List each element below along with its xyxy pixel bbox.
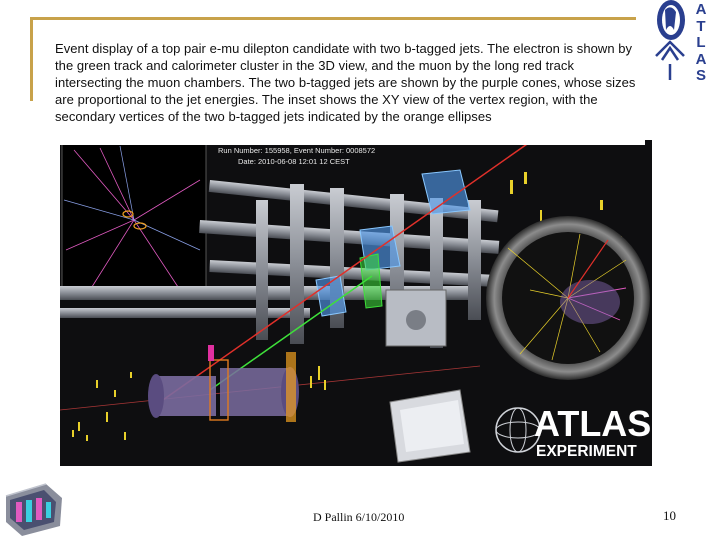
atlas-experiment-logo [496, 403, 651, 460]
atlas-logo-letters [691, 2, 711, 85]
logo-letter: S [695, 67, 706, 84]
atlas-experiment-word: ATLAS [534, 403, 652, 444]
logo-letter: L [696, 34, 706, 51]
logo-letter: T [696, 17, 706, 35]
frame-top-rule [30, 17, 636, 20]
frame-left-rule [30, 17, 33, 101]
logo-letter: A [695, 50, 707, 68]
event-display-image [60, 140, 652, 466]
detector-thumbnail [2, 478, 66, 538]
page-number: 10 [663, 508, 676, 523]
logo-letter: A [695, 1, 707, 18]
atlas-experiment-subword: EXPERIMENT [536, 443, 637, 460]
slide-footer: D Pallin 6/10/2010 [313, 510, 405, 524]
detector-endcap [390, 390, 470, 462]
run-info-line1: Run Number: 155958, Event Number: 0008572 [218, 146, 376, 155]
xy-inset-view [62, 144, 206, 294]
slide-caption: Event display of a top pair e-mu dilepton candidate with two b-tagged jets. The electron is shown by the green track and calorimeter cluster in the 3D view, and the muon by the long red track intersecting the muon chambers. The two b-tagged jets are shown by the purple cones, whose sizes are proportional to the jet energies. The inset shows the XY view of the vertex region, with the secondary vertices of the two b-tagged jets indicated by the orange ellipses [47, 38, 645, 145]
run-info-line2: Date: 2010-06-08 12:01 12 CEST [238, 157, 350, 166]
rz-side-view [486, 216, 650, 380]
atlas-detector-icon [2, 478, 66, 538]
